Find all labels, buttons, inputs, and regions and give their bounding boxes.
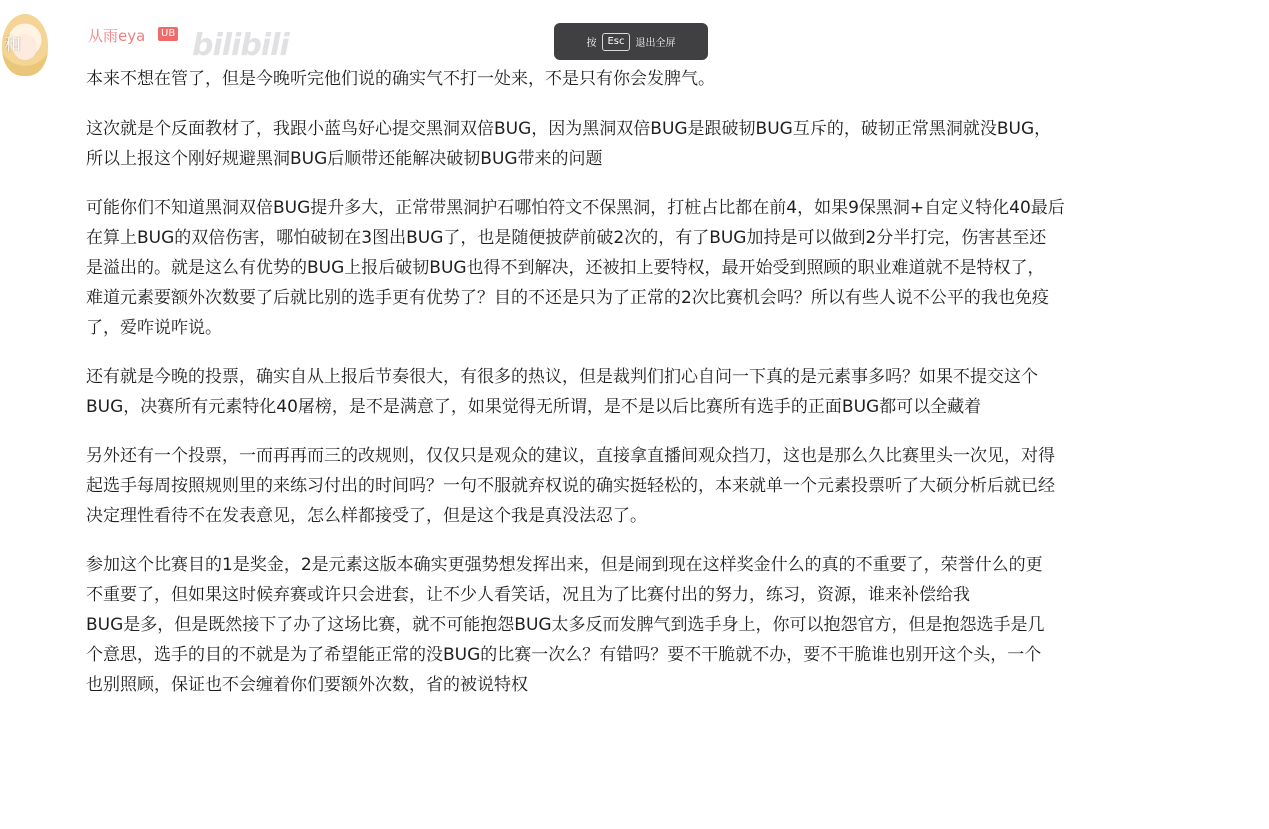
article-paragraph-6: 参加这个比赛目的1是奖金，2是元素这版本确实更强势想发挥出来，但是闹到现在这样奖金什么的真的不重要了，荣誉什么的更 不重要了，但如果这时候弃赛或许只会进套，让不少人看笑话，况且为了比赛付出的努力，练习，资源，谁来补偿给我 BUG是多，但是既然接下了办了这场比赛，就不可能抱怨BUG太多反而发脾气到选手身上，你可以抱怨官方，但是抱怨选手是几 个意思，选手的目的不就是为了希望能正常的没BUG的比赛一次么？有错吗？要不干脆就不办，要不干脆谁也别开这个头，一个 也别照顾，保证也不会缠着你们要额外次数，省的被说特权 [86, 555, 1045, 695]
article-paragraph-5: 另外还有一个投票，一而再再而三的改规则，仅仅只是观众的建议，直接拿直播间观众挡刀，这也是那么久比赛里头一次见，对得 起选手每周按照规则里的来练习付出的时间吗？一句不服就弃权说的确实挺轻松的，本来就单一个元素投票听了大硕分析后就已经 决定理性看待不在发表意见，怎么样都接受了，但是这个我是真没法忍了。 [86, 446, 1055, 526]
article-paragraph-3: 可能你们不知道黑洞双倍BUG提升多大，正常带黑洞护石哪怕符文不保黑洞，打桩占比都在前4，如果9保黑洞+自定义特化40最后 在算上BUG的双倍伤害，哪怕破韧在3图出BUG了，也是随便披萨前破2次的，有了BUG加持是可以做到2分半打完，伤害甚至还 是溢出的。就是这么有优势的BUG上报后破韧BUG也得不到解决，还被扣上要特权，最开始受到照顾的职业难道就不是特权了， 难道元素要额外次数要了后就比别的选手更有优势了？目的不还是只为了正常的2次比赛机会吗？所以有些人说不公平的我也免疫 了，爱咋说咋说。 [86, 198, 1065, 338]
fullscreen-hint-prefix: 按 [586, 38, 597, 49]
article-paragraph-4: 还有就是今晚的投票，确实自从上报后节奏很大，有很多的热议，但是裁判们扪心自问一下真的是元素事多吗？如果不提交这个 BUG，决赛所有元素特化40屠榜，是不是满意了，如果觉得无所谓，是不是以后比赛所有选手的正面BUG都可以全藏着 [86, 367, 1038, 417]
esc-key-icon: Esc [602, 33, 629, 51]
exit-fullscreen-hint[interactable] [554, 23, 708, 60]
user-level-badge: UB [158, 27, 178, 41]
article-paragraph-1: 本来不想在管了，但是今晚听完他们说的确实气不打一处来，不是只有你会发脾气。 [86, 69, 715, 89]
overlay-name-text: 和 [4, 35, 22, 55]
article-paragraph-2: 这次就是个反面教材了，我跟小蓝鸟好心提交黑洞双倍BUG，因为黑洞双倍BUG是跟破韧BUG互斥的，破韧正常黑洞就没BUG， 所以上报这个刚好规避黑洞BUG后顺带还能解决破韧BUG带来的问题 [86, 119, 1052, 169]
fullscreen-hint-suffix: 退出全屏 [635, 38, 676, 49]
bilibili-watermark: bilibili [192, 28, 289, 63]
username[interactable]: 从雨eya [88, 27, 146, 45]
article-body [86, 64, 1266, 719]
